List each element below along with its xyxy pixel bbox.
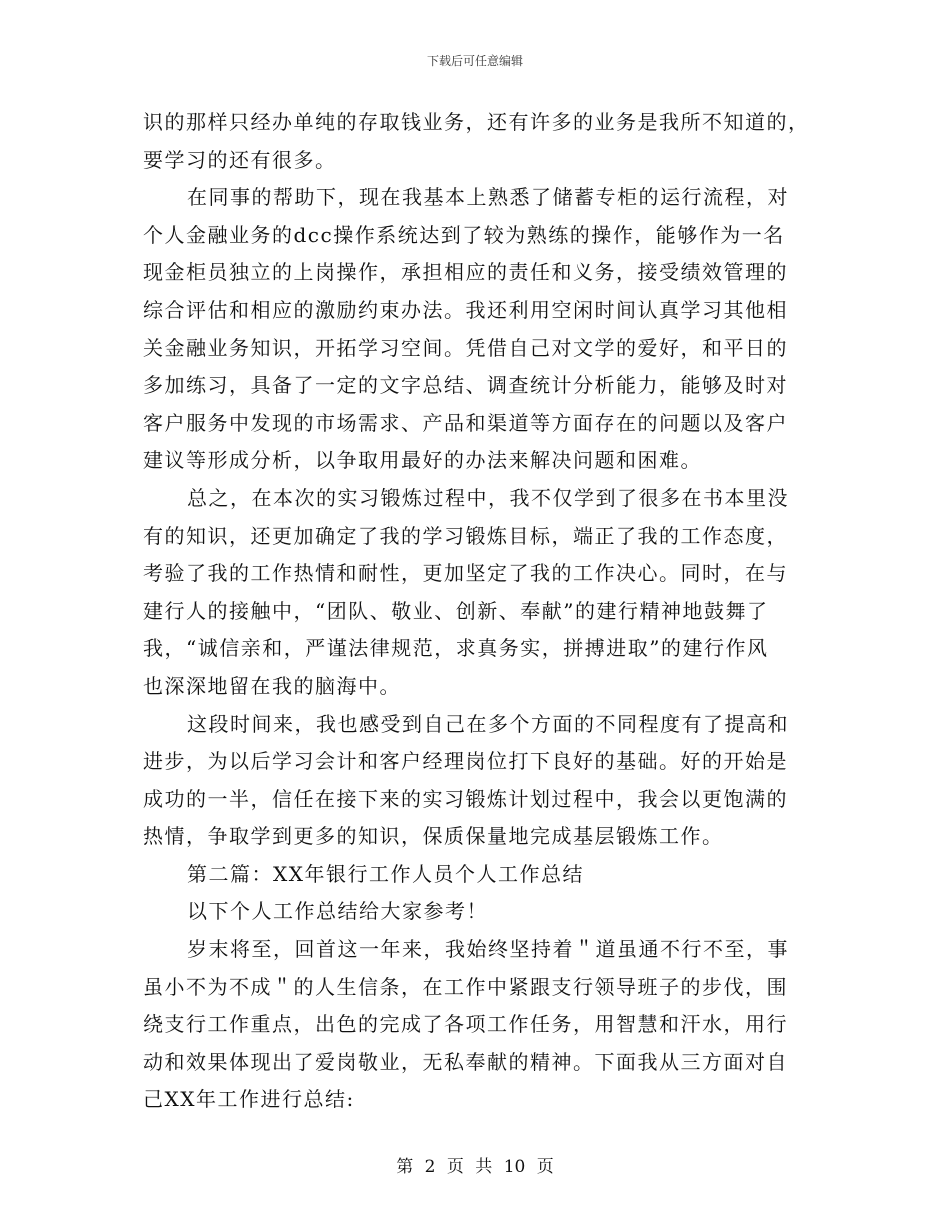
text-line: 热情，争取学到更多的知识，保质保量地完成基层锻炼工作。 (143, 824, 724, 849)
text-line: 综合评估和相应的激励约束办法。我还利用空闲时间认真学习其他相 (143, 297, 788, 322)
page-footer: 第 2 页 共 10 页 (396, 1157, 554, 1177)
text-line: 虽小不为不成＂的人生信条，在工作中紧跟支行领导班子的步伐，围 (143, 974, 788, 999)
text-line: 总之，在本次的实习锻炼过程中，我不仅学到了很多在书本里没 (187, 485, 789, 510)
text-line: 客户服务中发现的市场需求、产品和渠道等方面存在的问题以及客户 (143, 410, 788, 435)
text-line: 关金融业务知识，开拓学习空间。凭借自己对文学的爱好，和平日的 (143, 335, 788, 360)
text-line: 动和效果体现出了爱岗敬业，无私奉献的精神。下面我从三方面对自 (143, 1049, 788, 1074)
text-line: 多加练习，具备了一定的文字总结、调查统计分析能力，能够及时对 (143, 373, 788, 398)
body-text (143, 104, 813, 1119)
text-line: 进步，为以后学习会计和客户经理岗位打下良好的基础。好的开始是 (143, 749, 788, 774)
text-line: 成功的一半，信任在接下来的实习锻炼计划过程中，我会以更饱满的 (143, 786, 788, 811)
text-line: 绕支行工作重点，出色的完成了各项工作任务，用智慧和汗水，用行 (143, 1012, 788, 1037)
text-line: 要学习的还有很多。 (143, 147, 337, 172)
text-line: 识的那样只经办单纯的存取钱业务，还有许多的业务是我所不知道的， (143, 110, 810, 134)
text-line: 建议等形成分析，以争取用最好的办法来解决问题和困难。 (143, 448, 702, 473)
text-line: 现金柜员独立的上岗操作，承担相应的责任和义务，接受绩效管理的 (143, 260, 788, 285)
text-line: 也深深地留在我的脑海中。 (143, 673, 401, 698)
text-line: 个人金融业务的dcc操作系统达到了较为熟练的操作，能够作为一名 (143, 222, 785, 247)
page-header: 下载后可任意编辑 (426, 54, 523, 68)
text-line: 在同事的帮助下，现在我基本上熟悉了储蓄专柜的运行流程，对 (187, 185, 789, 210)
text-line: 有的知识，还更加确定了我的学习锻炼目标，端正了我的工作态度， (143, 523, 788, 548)
text-line: 考验了我的工作热情和耐性，更加坚定了我的工作决心。同时，在与 (143, 561, 788, 586)
text-line: 己XX年工作进行总结: (143, 1087, 355, 1112)
text-line: 这段时间来，我也感受到自己在多个方面的不同程度有了提高和 (187, 711, 789, 736)
text-line: 建行人的接触中，“团队、敬业、创新、奉献”的建行精神地鼓舞了 (143, 598, 769, 623)
text-line: 岁末将至，回首这一年来，我始终坚持着＂道虽通不行不至，事 (187, 937, 789, 962)
text-line: 第二篇：XX年银行工作人员个人工作总结 (187, 861, 584, 886)
text-line: 我，“诚信亲和，严谨法律规范，求真务实，拼搏进取”的建行作风 (143, 636, 769, 661)
text-line: 以下个人工作总结给大家参考！ (187, 899, 488, 924)
